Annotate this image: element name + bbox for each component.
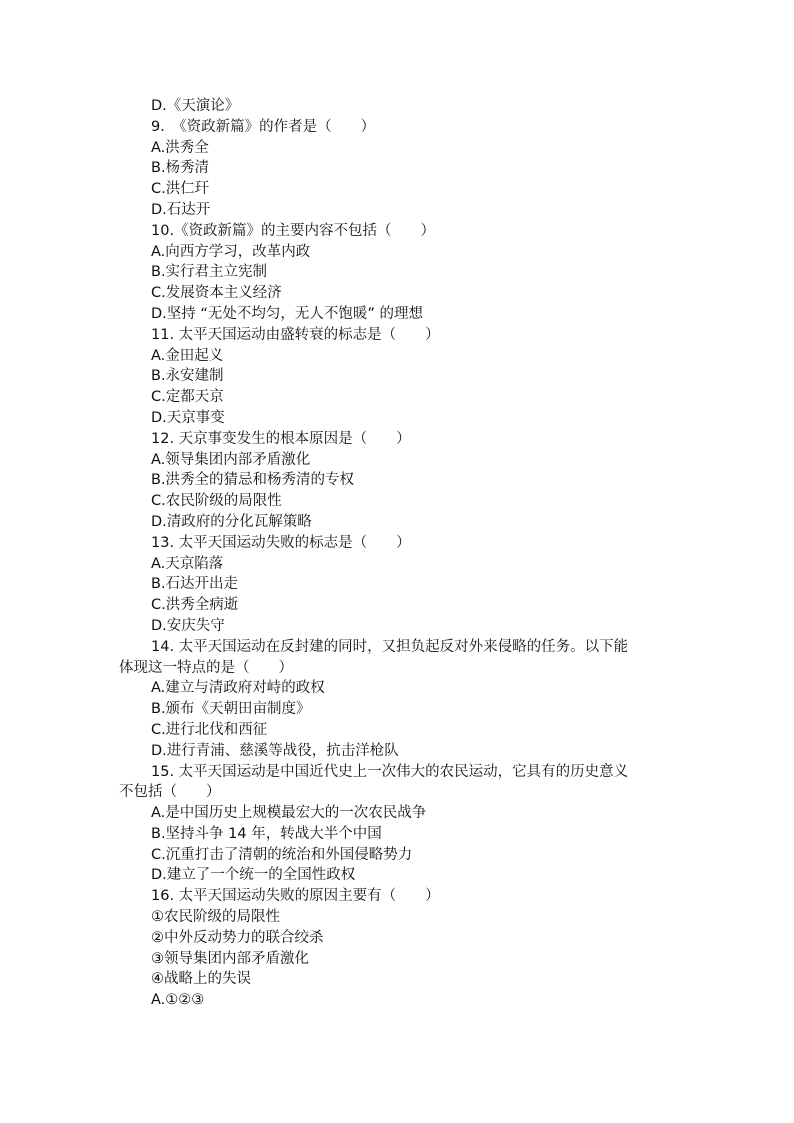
option-line: B.洪秀全的猜忌和杨秀清的专权 xyxy=(151,472,355,489)
question-13: 13. 太平天国运动失败的标志是（ ） xyxy=(151,534,411,551)
option-line: A.是中国历史上规模最宏大的一次农民战争 xyxy=(151,805,427,822)
option-line: B.杨秀清 xyxy=(151,160,210,177)
statement-line: ②中外反动势力的联合绞杀 xyxy=(151,929,324,946)
option-line: D.石达开 xyxy=(151,201,211,218)
question-14-line-1: 14. 太平天国运动在反封建的同时，又担负起反对外来侵略的任务。以下能 xyxy=(151,638,629,655)
question-15-line-1: 15. 太平天国运动是中国近代史上一次伟大的农民运动，它具有的历史意义 xyxy=(151,763,629,780)
option-line: A.天京陷落 xyxy=(151,555,224,572)
option-line: D.坚持 “无处不均匀，无人不饱暖” 的理想 xyxy=(151,305,424,322)
question-list xyxy=(119,96,691,1011)
option-line: B.永安建制 xyxy=(151,368,224,385)
option-line: C.发展资本主义经济 xyxy=(151,285,282,302)
option-line: C.进行北伐和西征 xyxy=(151,721,268,738)
option-line: A.领导集团内部矛盾激化 xyxy=(151,451,311,468)
option-line: A.洪秀全 xyxy=(151,139,209,156)
option-line: B.实行君主立宪制 xyxy=(151,264,268,281)
option-line: A.①②③ xyxy=(151,992,205,1009)
question-10: 10.《资政新篇》的主要内容不包括（ ） xyxy=(151,222,436,239)
question-14 xyxy=(119,637,691,679)
statement-line: ③领导集团内部矛盾激化 xyxy=(151,950,309,967)
statement-line: ④战略上的失误 xyxy=(151,971,251,988)
option-line: C.沉重打击了清朝的统治和外国侵略势力 xyxy=(151,846,413,863)
option-line: B.石达开出走 xyxy=(151,576,239,593)
option-line: C.洪仁玕 xyxy=(151,181,210,198)
option-line: D.安庆失守 xyxy=(151,617,225,634)
question-16: 16. 太平天国运动失败的原因主要有（ ） xyxy=(151,888,440,905)
statement-line: ①农民阶级的局限性 xyxy=(151,909,280,926)
option-line: B.坚持斗争 14 年，转战大半个中国 xyxy=(151,825,382,842)
option-line: D.清政府的分化瓦解策略 xyxy=(151,513,312,530)
option-line: C.农民阶级的局限性 xyxy=(151,493,282,510)
question-12: 12. 天京事变发生的根本原因是（ ） xyxy=(151,430,411,447)
question-15-line-2: 不包括（ ） xyxy=(119,784,221,801)
option-line: A.向西方学习，改革内政 xyxy=(151,243,311,260)
option-line: C.洪秀全病逝 xyxy=(151,597,239,614)
option-line: D.建立了一个统一的全国性政权 xyxy=(151,867,356,884)
question-11: 11. 太平天国运动由盛转衰的标志是（ ） xyxy=(151,326,440,343)
option-line: D.天京事变 xyxy=(151,409,225,426)
option-line: D.《天演论》 xyxy=(151,98,240,114)
question-15 xyxy=(119,762,691,804)
question-14-line-2: 体现这一特点的是（ ） xyxy=(119,659,293,676)
option-line: B.颁布《天朝田亩制度》 xyxy=(151,701,311,718)
question-9: 9. 《资政新篇》的作者是（ ） xyxy=(151,118,376,135)
option-line: D.进行青浦、慈溪等战役，抗击洋枪队 xyxy=(151,742,399,759)
option-line: A.金田起义 xyxy=(151,347,224,364)
option-line: A.建立与清政府对峙的政权 xyxy=(151,680,325,697)
option-line: C.定都天京 xyxy=(151,389,224,406)
